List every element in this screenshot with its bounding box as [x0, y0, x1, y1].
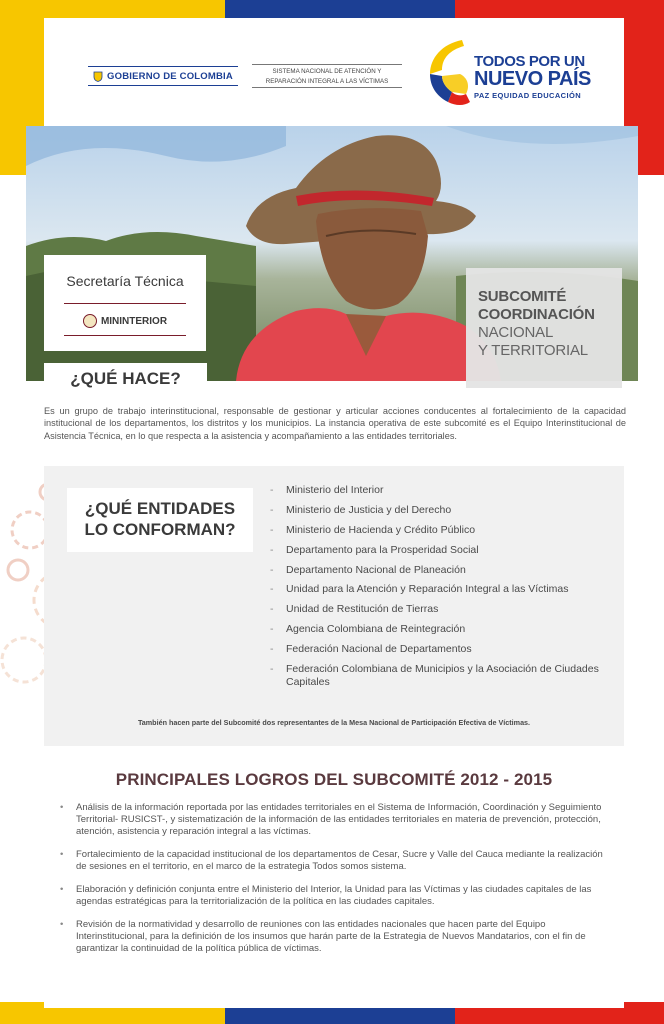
list-item: • Elaboración y definición conjunta entre el Ministerio del Interior, la Unidad para las Víctimas y las ciudades capitales de las agendas estratégicas para la territorialización de la política en las ciudades capitales.: [60, 884, 608, 908]
flag-brand-icon: [424, 36, 474, 108]
entidades-list: [268, 484, 608, 696]
secretaria-tecnica-box: [44, 255, 206, 351]
subcomite-title-box: [466, 268, 622, 388]
seal-icon: [83, 314, 97, 328]
divider: [64, 303, 186, 304]
entidades-heading: [67, 488, 253, 552]
gobierno-logo: [88, 66, 238, 86]
gobierno-label: GOBIERNO DE COLOMBIA: [107, 70, 233, 82]
shield-icon: [93, 71, 103, 82]
entidades-heading-line-1: ¿QUÉ ENTIDADES: [84, 499, 236, 518]
list-item: - Federación Nacional de Departamentos: [268, 643, 608, 656]
que-hace-heading: ¿QUÉ HACE?: [44, 363, 207, 397]
participacion-note: También hacen parte del Subcomité dos representantes de la Mesa Nacional de Participación Efectiva de Víctimas.: [137, 718, 531, 727]
sistema-nacional-logo: [252, 64, 402, 88]
brand-line-1: TODOS POR UN: [474, 53, 585, 70]
sistema-line-1: SISTEMA NACIONAL DE ATENCIÓN Y: [272, 68, 382, 75]
entidades-heading-line-2: LO CONFORMAN?: [84, 520, 236, 539]
list-item: - Agencia Colombiana de Reintegración: [268, 623, 608, 636]
que-hace-body: Es un grupo de trabajo interinstitucional, responsable de gestionar y articular acciones conducentes al fortalecimiento de la capacidad institucional de los departamentos, los distritos y los municipios. La instancia operativa de este subcomité es el Equipo Interinstitucional de Asistencia Técnica, en lo que respecta a la asistencia y acompañamiento a las entidades territoriales.: [44, 406, 626, 441]
list-item: - Departamento Nacional de Planeación: [268, 564, 608, 577]
mininterior-logo: [64, 311, 186, 331]
list-item: - Ministerio del Interior: [268, 484, 608, 497]
subcomite-line-2: COORDINACIÓN: [478, 306, 595, 323]
brand-tagline: PAZ EQUIDAD EDUCACIÓN: [474, 91, 582, 100]
divider: [64, 335, 186, 336]
subcomite-line-3: NACIONAL: [478, 324, 554, 341]
logros-heading: PRINCIPALES LOGROS DEL SUBCOMITÉ 2012 - 2015: [115, 770, 553, 789]
sistema-line-2: REPARACIÓN INTEGRAL A LAS VÍCTIMAS: [265, 78, 389, 85]
mininterior-label: MININTERIOR: [100, 315, 168, 327]
brand-line-2: NUEVO PAÍS: [474, 68, 591, 90]
subcomite-line-1: SUBCOMITÉ: [478, 288, 567, 305]
subcomite-line-4: Y TERRITORIAL: [478, 342, 588, 359]
list-item: • Fortalecimiento de la capacidad institucional de los departamentos de Cesar, Sucre y Valle del Cauca mediante la realización de sesiones en el territorio, en el marco de la estrategia Todos somos sistema.: [60, 849, 608, 873]
list-item: • Análisis de la información reportada por las entidades territoriales en el Sistema de Información, Coordinación y Seguimiento Territorial- RUSICST-, y sistematización de la información de las entidades territoriales en materia de prevención, protección, atención, asistencia y reparación integral a las víctimas.: [60, 802, 608, 839]
logros-list: [60, 802, 608, 966]
brand-logo: [474, 54, 614, 100]
list-item: • Revisión de la normatividad y desarrollo de reuniones con las entidades nacionales que hacen parte del Equipo Interinstitucional, para la definición de los insumos que harán parte de la Estrategia de Nuevos Mandatarios, con el fin de garantizar la continuidad de la política pública de víctimas.: [60, 919, 608, 956]
list-item: - Unidad de Restitución de Tierras: [268, 603, 608, 616]
list-item: - Ministerio de Hacienda y Crédito Público: [268, 524, 608, 537]
list-item: - Federación Colombiana de Municipios y la Asociación de Ciudades Capitales: [268, 663, 608, 689]
list-item: - Ministerio de Justicia y del Derecho: [268, 504, 608, 517]
list-item: - Departamento para la Prosperidad Social: [268, 544, 608, 557]
list-item: - Unidad para la Atención y Reparación Integral a las Víctimas: [268, 583, 608, 596]
secretaria-title: Secretaría Técnica: [66, 273, 184, 289]
